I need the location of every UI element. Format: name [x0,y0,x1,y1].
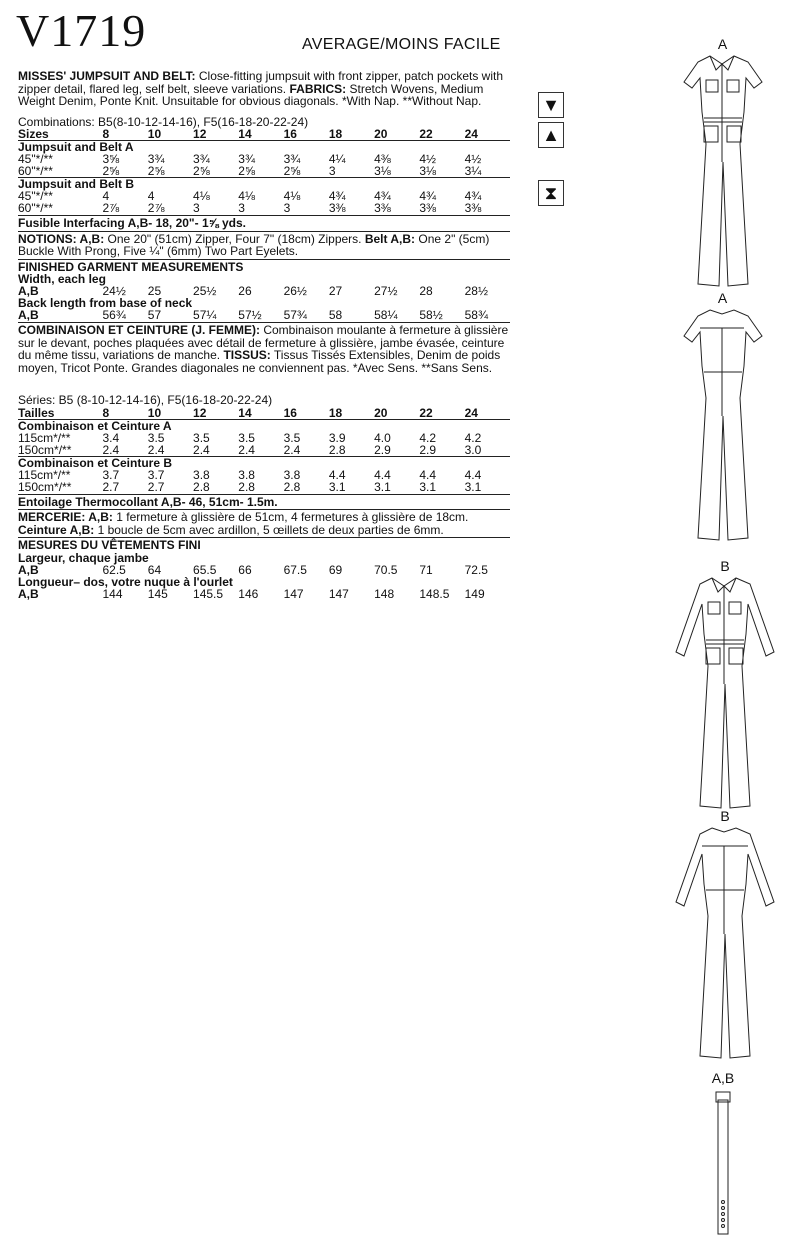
arrow-up-icon: ▲ [538,122,564,148]
finished-table-fr [18,552,510,600]
size-header: 12 [193,407,238,420]
table-cell: 2⅝ [193,164,210,178]
nap-icons [538,92,564,210]
figure-label: A [717,36,728,52]
interfacing-line: Entoilage Thermocollant A,B- 46, 51cm- 1.5m. [18,494,278,509]
row-label: A,B [18,586,39,601]
table-cell: 69 [328,562,343,577]
measure-title: Back length from base of neck [18,296,193,310]
pattern-info-column [18,70,510,600]
measure-title: Width, each leg [18,272,106,286]
fabrics-body: Stretch Wovens, Medium Weight Denim, Ponte Knit. Unsuitable for obvious diagonals. *With Nap. **Without Nap. [18,81,484,108]
table-cell: 3¾ [238,152,255,166]
table-cell: 3¾ [283,152,301,166]
table-cell: 57 [147,308,162,322]
fabrics-body: Tissus Tissés Extensibles, Denim de poids moyen, Tricot Ponte. Grandes diagonales ne conviennent pas. *Avec Sens. **Sans Sens. [18,348,501,375]
measure-title: Longueur– dos, votre nuque à l'ourlet [18,574,233,589]
group-title: Combinaison et Ceinture B [18,455,173,470]
table-row [18,165,510,177]
table-cell: 57¾ [283,308,307,322]
size-header: 18 [329,407,374,420]
table-cell: 4.4 [419,467,437,482]
yardage-table-fr [18,407,510,493]
figure-label: A,B [711,1070,735,1086]
size-header: 16 [284,407,329,420]
table-cell: 3.1 [464,479,482,494]
table-cell: 2⅝ [238,164,255,178]
description-fr [18,324,510,374]
jumpsuit-b-back-drawing [670,824,780,1074]
table-cell: 58½ [419,308,443,322]
belt-label: Belt A,B: [364,231,416,246]
table-cell: 145 [147,586,168,601]
table-cell: 4.4 [328,467,346,482]
table-cell: 66 [238,562,252,577]
table-cell: 2.4 [102,442,120,457]
table-cell: 65.5 [193,562,217,577]
table-cell: 2.9 [419,442,437,457]
table-cell: 3.5 [193,430,210,445]
table-cell: 67.5 [283,562,307,577]
table-cell: 3.1 [328,479,346,494]
table-cell: 2.8 [283,479,301,494]
row-label: 60"*/** [18,164,53,178]
table-cell: 3.9 [328,430,346,445]
table-cell: 71 [419,562,433,577]
belt-label: Ceinture A,B: [18,522,95,537]
sizes-label: Sizes [18,128,103,141]
table-cell: 3.0 [464,442,482,457]
interfacing-line: Fusible Interfacing A,B- 18, 20"- 1⅝ yds. [18,216,246,230]
size-header: 14 [238,407,283,420]
table-cell: 4⅜ [374,152,391,166]
table-cell: 4¾ [464,189,482,203]
figure-label: A [717,290,728,306]
size-header: 18 [329,128,374,141]
table-cell: 4⅛ [238,189,255,203]
notions-label: NOTIONS: A,B: [18,231,105,246]
table-cell: 3¾ [147,152,165,166]
table-row [18,588,510,600]
table-cell: 2.8 [328,442,346,457]
table-cell: 25 [147,284,162,298]
figure-belt [700,1070,746,1240]
table-cell: 144 [102,586,123,601]
table-cell: 27½ [374,284,398,298]
row-label: A,B [18,562,39,577]
table-cell: 4¾ [374,189,391,203]
table-cell: 2.4 [283,442,301,457]
description-title: COMBINAISON ET CEINTURE (J. FEMME): [18,323,260,337]
size-header: 24 [465,407,510,420]
table-cell: 3⅜ [374,201,391,215]
row-label: 115cm*/** [18,467,71,482]
notions-en [18,233,510,258]
icon-spacer [538,152,562,176]
table-cell: 70.5 [374,562,398,577]
belt-drawing [700,1090,746,1240]
row-label: 150cm*/** [18,479,72,494]
table-cell: 3 [283,201,291,215]
table-cell: 147 [328,586,349,601]
size-header: 10 [148,128,193,141]
table-cell: 3.8 [238,467,255,482]
yardage-table-en [18,128,510,214]
table-cell: 4½ [419,152,437,166]
table-cell: 3.8 [193,467,210,482]
difficulty-label: AVERAGE/MOINS FACILE [302,36,501,53]
hourglass-icon: ⧗ [538,180,564,206]
table-row [18,190,510,202]
table-cell: 3.1 [419,479,437,494]
size-header: 8 [103,128,148,141]
table-cell: 57½ [238,308,262,322]
table-cell: 4⅛ [283,189,301,203]
table-cell: 3 [328,164,336,178]
table-cell: 3¾ [193,152,210,166]
table-row [18,153,510,165]
table-row [18,309,510,321]
sizes-label: Tailles [18,407,103,420]
table-cell: 2.4 [147,442,165,457]
table-cell: 2.7 [102,479,120,494]
row-label: 45"*/** [18,189,53,203]
table-cell: 24½ [102,284,126,298]
table-cell: 2.4 [193,442,210,457]
table-cell: 4 [147,189,155,203]
notions-fr [18,511,510,536]
size-header: 8 [103,407,148,420]
table-cell: 2⅞ [102,201,120,215]
table-cell: 62.5 [102,562,126,577]
table-cell: 4 [102,189,110,203]
table-cell: 3.7 [147,467,165,482]
table-row [18,432,510,444]
table-cell: 2.9 [374,442,391,457]
size-header: 12 [193,128,238,141]
size-header: 20 [374,407,419,420]
arrow-down-icon: ▼ [538,92,564,118]
table-cell: 4.0 [374,430,391,445]
measure-title: Largeur, chaque jambe [18,550,149,565]
description-body: Close-fitting jumpsuit with front zipper, patch pockets with zipper detail, flared leg, self belt, sleeve variations. [18,69,504,96]
belt-body: One 2" (5cm) Buckle With Prong, Five ¼" (6mm) Two Part Eyelets. [18,231,490,258]
table-cell: 3.5 [283,430,301,445]
table-cell: 57¼ [193,308,217,322]
figure-a-back [670,290,775,550]
table-cell: 2⅝ [102,164,120,178]
table-cell: 3.5 [238,430,255,445]
finished-title: MESURES DU VÊTEMENTS FINI [18,538,201,552]
notions-body: 1 fermeture à glissière de 51cm, 4 fermetures à glissière de 18cm. [112,510,469,524]
table-cell: 58 [328,308,343,322]
description-body: Combinaison moulante à fermeture à glissière sur le devant, poches plaquées avec détail de fermeture à glissière, jambe évasée, ceinture du même tissu, variations de manche. [18,323,509,362]
figure-b-back [670,808,780,1068]
belt-body: 1 boucle de 5cm avec ardillon, 5 œillets de deux parties de 6mm. [94,522,444,537]
table-cell: 3⅜ [419,201,437,215]
table-cell: 3⅝ [102,152,120,166]
row-label: 150cm*/** [18,442,72,457]
table-cell: 3 [238,201,245,215]
table-cell: 2⅝ [283,164,301,178]
table-cell: 3¼ [464,164,482,178]
table-cell: 4.4 [464,467,482,482]
table-cell: 28½ [464,284,488,298]
description-en [18,70,510,108]
table-cell: 4.2 [419,430,437,445]
table-cell: 72.5 [464,562,488,577]
row-label: 45"*/** [18,152,53,166]
table-cell: 3.5 [147,430,165,445]
table-cell: 148 [374,586,395,601]
table-cell: 4¾ [328,189,346,203]
table-cell: 2.8 [193,479,210,494]
table-cell: 3⅛ [374,164,391,178]
notions-label: MERCERIE: A,B: [18,510,113,524]
size-header: 16 [284,128,329,141]
table-cell: 4.2 [464,430,482,445]
table-cell: 146 [238,586,259,601]
table-cell: 26½ [283,284,307,298]
row-label: A,B [18,308,39,322]
table-cell: 149 [464,586,485,601]
table-row [18,202,510,214]
table-cell: 145.5 [193,586,224,601]
table-cell: 58¾ [464,308,488,322]
table-row [18,469,510,481]
table-cell: 3⅜ [328,201,346,215]
table-cell: 3⅜ [464,201,482,215]
table-row [18,564,510,576]
table-cell: 3⅛ [419,164,437,178]
table-cell: 3 [193,201,200,215]
table-cell: 3.1 [374,479,391,494]
table-cell: 3.7 [102,467,120,482]
table-cell: 4¾ [419,189,437,203]
table-cell: 2⅝ [147,164,165,178]
finished-title: FINISHED GARMENT MEASUREMENTS [18,259,244,274]
table-cell: 58¼ [374,308,398,322]
figure-label: B [720,808,730,824]
table-cell: 3.4 [102,430,120,445]
group-title: Jumpsuit and Belt B [18,177,135,191]
size-header: 14 [238,128,283,141]
size-header: 22 [419,128,464,141]
table-cell: 56¾ [102,308,126,322]
finished-table-en [18,273,510,321]
jumpsuit-a-back-drawing [670,306,775,556]
group-title: Combinaison et Ceinture A [18,418,172,433]
combinations-line: Combinations: B5(8-10-12-14-16), F5(16-18-20-22-24) [18,114,309,129]
table-cell: 28 [419,284,433,298]
table-cell: 2⅞ [147,201,165,215]
table-cell: 2.7 [147,479,165,494]
figure-b-front [670,558,780,818]
table-cell: 2.8 [238,479,255,494]
figure-a-front [670,36,775,286]
table-cell: 148.5 [419,586,450,601]
fabrics-label: FABRICS: [289,81,347,96]
size-header: 24 [465,128,510,141]
table-cell: 3.8 [283,467,301,482]
table-cell: 25½ [193,284,217,298]
table-row [18,444,510,456]
table-cell: 4¼ [328,152,346,166]
fabrics-label: TISSUS: [223,348,271,362]
jumpsuit-b-front-drawing [670,574,780,824]
row-label: 60"*/** [18,201,53,215]
pattern-number: V1719 [16,5,147,56]
table-cell: 64 [147,562,162,577]
table-cell: 4.4 [374,467,391,482]
notions-body: One 20" (51cm) Zipper, Four 7" (18cm) Zippers. [104,231,365,246]
table-cell: 27 [328,284,343,298]
combinations-line: Séries: B5 (8-10-12-14-16), F5(16-18-20-22-24) [18,393,273,407]
table-cell: 4½ [464,152,482,166]
size-header: 10 [148,407,193,420]
table-row [18,481,510,493]
table-cell: 2.4 [238,442,255,457]
description-title: MISSES' JUMPSUIT AND BELT: [18,69,196,83]
jumpsuit-a-front-drawing [670,52,775,302]
table-cell: 4⅛ [193,189,210,203]
group-title: Jumpsuit and Belt A [18,140,134,154]
row-label: 115cm*/** [18,430,71,445]
size-header: 20 [374,128,419,141]
row-label: A,B [18,284,39,298]
figure-label: B [720,558,730,574]
table-cell: 147 [283,586,304,601]
table-cell: 26 [238,284,252,298]
size-header: 22 [419,407,464,420]
